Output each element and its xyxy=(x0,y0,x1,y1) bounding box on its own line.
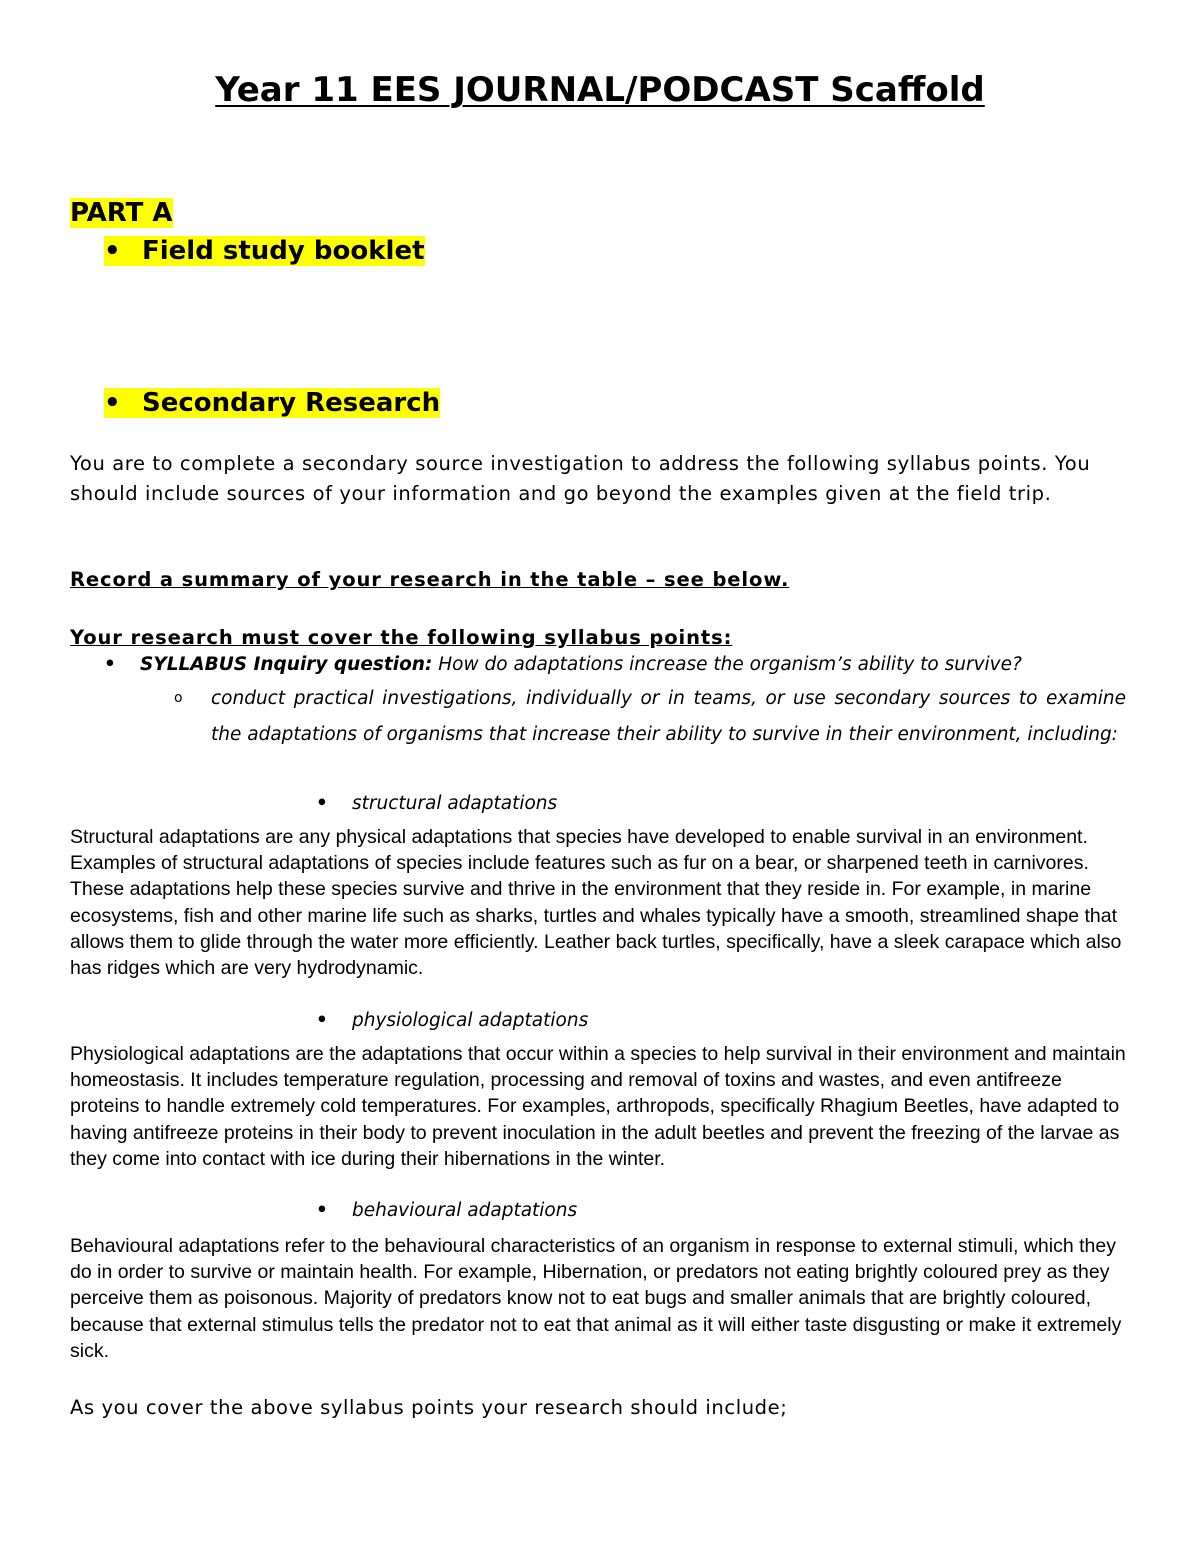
syllabus-sub-point xyxy=(176,681,1126,752)
syllabus-heading: Your research must cover the following syllabus points: xyxy=(70,626,733,649)
bullet-icon: • xyxy=(104,236,121,266)
section-heading-behavioural xyxy=(316,1198,577,1224)
intro-paragraph: You are to complete a secondary source investigation to address the following syllabus points. You should include sources of your information and go beyond the examples given at the field trip. xyxy=(70,452,1091,505)
bullet-label: Field study booklet xyxy=(142,236,425,266)
section-body-structural: Structural adaptations are any physical adaptations that species have developed to enable survival in an environment. Examples of structural adaptations of species include features such as fur on a bear, or sharpened teeth in carnivores. These adaptations help these species survive and thrive in the environment that they reside in. For example, in marine ecosystems, fish and other marine life such as sharks, turtles and whales typically have a smooth, streamlined shape that allows them to glide through the water more efficiently. Leather back turtles, specifically, have a sleek carapace which also has ridges which are very hydrodynamic. xyxy=(70,826,1122,980)
document-title: Year 11 EES JOURNAL/PODCAST Scaffold xyxy=(215,70,985,110)
highlighted-bullet xyxy=(104,388,440,418)
bullet-field-study-booklet xyxy=(104,234,425,268)
section-body-physiological: Physiological adaptations are the adaptations that occur within a species to help survival in their environment and maintain homeostasis. It includes temperature regulation, processing and removal of toxins and wastes, and even antifreeze proteins to handle extremely cold temperatures. For examples, arthropods, specifically Rhagium Beetles, have adapted to having antifreeze proteins in their body to prevent inoculation in the adult beetles and prevent the freezing of the larvae as they come into contact with ice during their hibernations in the winter. xyxy=(70,1043,1126,1170)
bullet-label: Secondary Research xyxy=(142,388,441,418)
syllabus-sub-point-text: conduct practical investigations, individually or in teams, or use secondary sources to examine the adaptations of organisms that increase their ability to survive in their environment, including: xyxy=(211,688,1126,745)
syllabus-inquiry-question xyxy=(104,652,1144,678)
record-note: Record a summary of your research in the table – see below. xyxy=(70,568,790,591)
bullet-icon: • xyxy=(104,388,121,418)
highlighted-bullet xyxy=(104,236,425,266)
bullet-icon: • xyxy=(316,793,328,814)
part-a-heading-text: PART A xyxy=(70,198,173,228)
syllabus-question: How do adaptations increase the organism’s ability to survive? xyxy=(432,654,1022,675)
section-heading-physiological xyxy=(316,1008,588,1034)
circle-bullet-icon: o xyxy=(174,690,183,706)
bullet-icon: • xyxy=(316,1010,328,1031)
section-heading-text: structural adaptations xyxy=(352,793,558,814)
section-heading-text: physiological adaptations xyxy=(352,1010,589,1031)
part-a-heading xyxy=(70,196,173,230)
section-heading-text: behavioural adaptations xyxy=(352,1200,578,1221)
bullet-icon: • xyxy=(316,1200,328,1221)
section-heading-structural xyxy=(316,791,557,817)
section-body-behavioural: Behavioural adaptations refer to the behavioural characteristics of an organism in response to external stimuli, which they do in order to survive or maintain health. For example, Hibernation, or predators not eating brightly coloured prey as they perceive them as poisonous. Majority of predators know not to eat bugs and smaller animals that are brightly coloured, because that external stimulus tells the predator not to eat that animal as it will either taste disgusting or make it extremely sick. xyxy=(70,1235,1122,1362)
syllabus-label: SYLLABUS Inquiry question: xyxy=(140,654,433,675)
closing-paragraph: As you cover the above syllabus points your research should include; xyxy=(70,1396,788,1419)
bullet-secondary-research xyxy=(104,386,440,420)
bullet-icon: • xyxy=(104,654,116,675)
